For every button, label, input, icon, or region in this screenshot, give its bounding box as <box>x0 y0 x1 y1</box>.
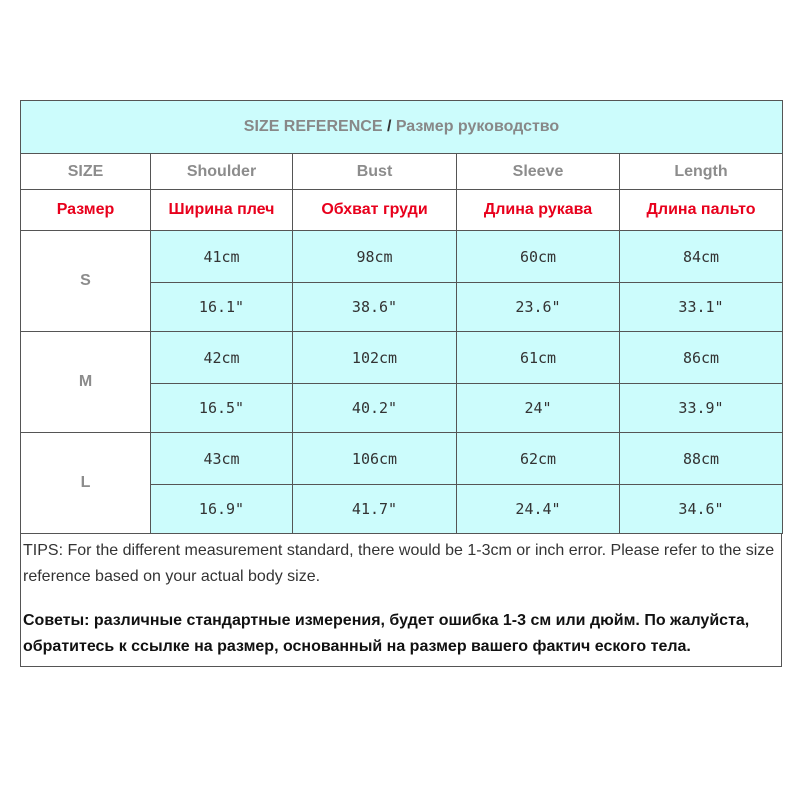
table-row <box>21 332 783 384</box>
table-cell: 41cm <box>151 231 293 283</box>
table-cell: 24.4" <box>457 485 620 534</box>
header-bust: Bust <box>293 154 457 190</box>
title-row <box>21 101 783 154</box>
header-shoulder-ru: Ширина плеч <box>151 190 293 231</box>
tips-russian: Советы: различные стандартные измерения, будет ошибка 1-3 см или дюйм. По жалуйста, обратитесь к ссылке на размер, основанный на размер вашего фактич еского тела. <box>23 612 750 655</box>
table-row <box>21 231 783 283</box>
header-length: Length <box>620 154 783 190</box>
header-row-russian <box>21 190 783 231</box>
table-cell: 33.9" <box>620 384 783 433</box>
title-english: SIZE REFERENCE <box>243 118 383 135</box>
header-shoulder: Shoulder <box>151 154 293 190</box>
title-separator: / <box>386 118 392 135</box>
table-cell: 84cm <box>620 231 783 283</box>
table-row <box>21 433 783 485</box>
table-cell: 41.7" <box>293 485 457 534</box>
size-label-m: M <box>21 332 151 433</box>
table-cell: 24" <box>457 384 620 433</box>
table-cell: 43cm <box>151 433 293 485</box>
header-sleeve: Sleeve <box>457 154 620 190</box>
table-cell: 40.2" <box>293 384 457 433</box>
table-cell: 38.6" <box>293 283 457 332</box>
table-cell: 23.6" <box>457 283 620 332</box>
table-cell: 42cm <box>151 332 293 384</box>
table-cell: 33.1" <box>620 283 783 332</box>
size-label-l: L <box>21 433 151 534</box>
table-cell: 102cm <box>293 332 457 384</box>
size-chart <box>20 100 780 667</box>
table-cell: 34.6" <box>620 485 783 534</box>
title-russian: Размер руководство <box>395 118 560 135</box>
tips-english: TIPS: For the different measurement standard, there would be 1-3cm or inch error. Please refer to the size reference based on your actual body size. <box>23 542 775 585</box>
header-length-ru: Длина пальто <box>620 190 783 231</box>
table-cell: 88cm <box>620 433 783 485</box>
header-row-english <box>21 154 783 190</box>
table-cell: 106cm <box>293 433 457 485</box>
table-cell: 61cm <box>457 332 620 384</box>
header-size-ru: Размер <box>21 190 151 231</box>
table-cell: 16.1" <box>151 283 293 332</box>
tips-box <box>20 534 782 667</box>
size-table <box>20 100 783 534</box>
table-cell: 62cm <box>457 433 620 485</box>
table-cell: 86cm <box>620 332 783 384</box>
table-cell: 16.9" <box>151 485 293 534</box>
table-cell: 98cm <box>293 231 457 283</box>
table-cell: 16.5" <box>151 384 293 433</box>
size-label-s: S <box>21 231 151 332</box>
chart-title <box>21 101 783 154</box>
header-size: SIZE <box>21 154 151 190</box>
header-bust-ru: Обхват груди <box>293 190 457 231</box>
header-sleeve-ru: Длина рукава <box>457 190 620 231</box>
table-cell: 60cm <box>457 231 620 283</box>
